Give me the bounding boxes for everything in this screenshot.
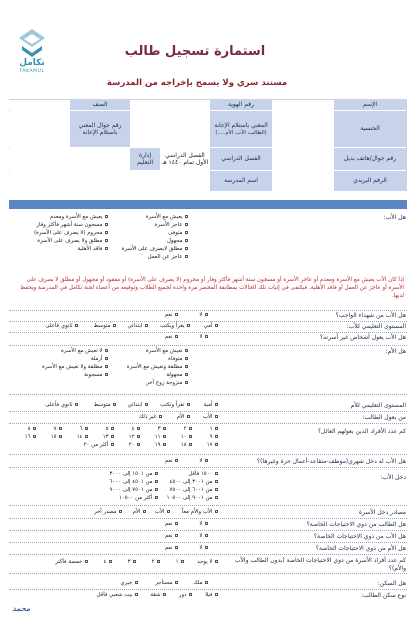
checkbox-icon xyxy=(145,403,149,407)
father-income-question: هل الأب له دخل شهري(موظف-متقاعد-أعمال حرة وغيرها)؟ xyxy=(257,458,406,465)
mother-special-no[interactable]: لا xyxy=(199,545,208,552)
housing-floor[interactable]: دور xyxy=(179,592,192,599)
divider xyxy=(9,573,407,574)
income-yes[interactable]: نعم xyxy=(165,458,178,465)
confidential-notice: مستند سري ولا يسمح بإخراجه من المدرسة xyxy=(106,78,288,88)
count-19[interactable]: ١٩ xyxy=(155,442,166,449)
checkbox-icon xyxy=(135,581,139,585)
father-edu-middle[interactable]: متوسط xyxy=(94,323,116,330)
checkbox-icon xyxy=(137,443,141,447)
count-6[interactable]: ٦ xyxy=(80,426,88,433)
checkbox-icon xyxy=(185,215,189,219)
checkbox-icon xyxy=(105,373,109,377)
mother-edu-primary[interactable]: ابتدائي xyxy=(128,402,148,409)
father-opt-unknown[interactable]: مجهول xyxy=(167,238,188,245)
count-20[interactable]: ٢٠ xyxy=(129,442,140,449)
father-edu-illiterate[interactable]: أمي xyxy=(204,323,218,330)
father-opt-incapable[interactable]: عاجز الأسرة xyxy=(155,222,188,229)
special-count-3[interactable]: ٣ xyxy=(128,559,136,566)
count-16[interactable]: ١٦ xyxy=(25,434,36,441)
checkbox-icon xyxy=(85,427,89,431)
count-5[interactable]: ٥ xyxy=(106,426,114,433)
checkbox-icon xyxy=(189,443,193,447)
checkbox-icon xyxy=(145,324,149,328)
count-9[interactable]: ٩ xyxy=(210,434,218,441)
checkbox-icon xyxy=(137,435,141,439)
checkbox-icon xyxy=(119,510,123,514)
martyr-yes[interactable]: نعم xyxy=(165,312,178,319)
divider xyxy=(9,589,407,590)
divider xyxy=(9,542,407,543)
checkbox-icon xyxy=(187,324,191,328)
checkbox-icon xyxy=(187,403,191,407)
checkbox-icon xyxy=(181,560,185,564)
checkbox-icon xyxy=(215,496,219,500)
mother-opt-unknown[interactable]: مجهولة xyxy=(166,372,188,379)
count-4[interactable]: ٤ xyxy=(132,426,140,433)
divider xyxy=(9,332,407,333)
checkbox-icon xyxy=(111,427,115,431)
mother-edu-reads[interactable]: تقرأ وتكتب xyxy=(160,402,190,409)
mother-edu-question: المستوى التعليمي للأم xyxy=(350,402,406,409)
housing-charity[interactable]: خيري xyxy=(120,580,138,587)
income-no[interactable]: لا xyxy=(199,458,208,465)
father-edu-primary[interactable]: ابتدائي xyxy=(128,323,148,330)
mother-opt-not-lives[interactable]: لا تعيش مع الأسرة xyxy=(61,348,108,355)
school-admin-field[interactable] xyxy=(8,148,130,170)
checkbox-icon xyxy=(105,247,109,251)
name-field[interactable] xyxy=(272,100,334,110)
checkbox-icon xyxy=(215,427,219,431)
support-carer-field[interactable] xyxy=(130,111,210,147)
divider xyxy=(9,394,407,395)
checkbox-icon xyxy=(215,593,219,597)
checkbox-icon xyxy=(205,522,209,526)
count-15[interactable]: ١٥ xyxy=(51,434,62,441)
checkbox-icon xyxy=(175,581,179,585)
checkbox-icon xyxy=(111,443,115,447)
checkbox-icon xyxy=(105,215,109,219)
student-special-no[interactable]: لا xyxy=(199,521,208,528)
divider xyxy=(9,554,407,555)
id-number-label: رقم الهوية xyxy=(210,100,272,110)
checkbox-icon xyxy=(105,365,109,369)
checkbox-icon xyxy=(185,349,189,353)
income-opt-5[interactable]: من ٦٠٠١ إلى ٧٥٠٠ xyxy=(170,487,218,494)
checkbox-icon xyxy=(105,231,109,235)
checkbox-icon xyxy=(143,510,147,514)
checkbox-icon xyxy=(33,427,37,431)
school-admin-label: إدارة التعليم xyxy=(130,148,160,170)
checkbox-icon xyxy=(159,415,163,419)
checkbox-icon xyxy=(189,427,193,431)
checkbox-icon xyxy=(155,480,159,484)
special-count-2[interactable]: ٢ xyxy=(152,559,160,566)
checkbox-icon xyxy=(185,247,189,251)
checkbox-icon xyxy=(175,335,179,339)
housing-type-question: نوع سكن الطالب: xyxy=(360,592,406,599)
checkbox-icon xyxy=(185,239,189,243)
count-17[interactable]: ١٧ xyxy=(207,442,218,449)
special-count-question: كم عدد أفراد الأسرة من ذوي الاحتياجات الخاصة (بدون الطالب والأب والأم)؟ xyxy=(234,557,406,572)
income-opt-3[interactable]: من ٣٠٠١ إلى ٤٥٠٠ xyxy=(170,479,218,486)
divider xyxy=(9,310,407,311)
form-title: استمارة تسجيل طالب xyxy=(124,44,266,59)
checkbox-icon xyxy=(155,488,159,492)
checkbox-icon xyxy=(135,593,139,597)
nationality-field[interactable] xyxy=(272,111,334,147)
mother-opt-divorced-not[interactable]: مطلقة ولا تعيش مع الأسرة xyxy=(42,364,108,371)
student-special-yes[interactable]: نعم xyxy=(165,521,178,528)
semester-label: الفصل الدراسي xyxy=(210,148,272,170)
support-carer-note: (الطالب، الأب، الأم.....) xyxy=(215,129,267,136)
mother-opt-widow[interactable]: أرملة xyxy=(91,356,108,363)
checkbox-icon xyxy=(163,443,167,447)
checkbox-icon xyxy=(205,313,209,317)
special-count-none[interactable]: لا يوجد xyxy=(197,559,218,566)
checkbox-icon xyxy=(215,560,219,564)
source-other[interactable]: مصدر آخر xyxy=(94,509,122,516)
checkbox-icon xyxy=(175,522,179,526)
id-number-field[interactable] xyxy=(130,100,210,110)
grade-label: الصف xyxy=(70,100,130,110)
checkbox-icon xyxy=(205,581,209,585)
father-special-yes[interactable]: نعم xyxy=(165,533,178,540)
checkbox-icon xyxy=(185,255,189,259)
mother-opt-divorced-lives[interactable]: مطلقة وتعيش مع الأسرة xyxy=(127,364,188,371)
special-count-4[interactable]: ٤ xyxy=(104,559,112,566)
housing-owned[interactable]: ملك xyxy=(193,580,208,587)
source-both[interactable]: الأب والأم معاً xyxy=(182,509,218,516)
checkbox-icon xyxy=(185,231,189,235)
mother-edu-middle[interactable]: متوسط xyxy=(94,402,116,409)
divider xyxy=(9,454,407,455)
student-special-question: هل الطالب من ذوي الاحتياجات الخاصة؟ xyxy=(306,521,406,528)
checkbox-icon xyxy=(205,534,209,538)
checkbox-icon xyxy=(163,427,167,431)
housing-question: هل السكن: xyxy=(377,580,406,587)
name-label: الإسم xyxy=(334,100,406,110)
housing-villa[interactable]: فيلا xyxy=(205,592,218,599)
form-header xyxy=(0,0,418,92)
checkbox-icon xyxy=(187,415,191,419)
takamul-logo xyxy=(12,28,52,76)
checkbox-icon xyxy=(215,480,219,484)
checkbox-icon xyxy=(155,496,159,500)
father-special-question: هل الأب من ذوي الاحتياجات الخاصة؟ xyxy=(313,533,406,540)
father-opt-unable-work[interactable]: عاجز عن العمل xyxy=(148,254,188,261)
count-more-20[interactable]: أكثر من ٢٠ xyxy=(84,442,114,449)
semester-value: الفصل الدراسي الأول تمام ١٤٤٠ هـ xyxy=(160,148,210,170)
father-opt-divorced[interactable]: مطلق ولا يصرف على الأسرة xyxy=(37,238,108,245)
checkbox-icon xyxy=(105,349,109,353)
father-opt-lives[interactable]: يعيش مع الأسرة xyxy=(146,214,188,221)
checkbox-icon xyxy=(205,459,209,463)
checkbox-icon xyxy=(155,472,159,476)
housing-rented[interactable]: مستأجر xyxy=(155,580,178,587)
income-opt-8[interactable]: أكثر من ١٠٥٠٠ xyxy=(119,495,158,502)
supports-no[interactable]: لا xyxy=(199,334,208,341)
income-source-question: مصادر دخل الأسرة xyxy=(358,509,406,516)
provider-mother[interactable]: الأم xyxy=(177,414,190,421)
count-2[interactable]: ٢ xyxy=(184,426,192,433)
mother-edu-secondary[interactable]: ثانوي فأعلى xyxy=(45,402,78,409)
checkbox-icon xyxy=(85,435,89,439)
divider xyxy=(9,423,407,424)
father-edu-secondary[interactable]: ثانوي فأعلى xyxy=(45,323,78,330)
checkbox-icon xyxy=(105,239,109,243)
section-divider-bar xyxy=(9,200,407,209)
carer-mobile-label: رقم جوال المعني باستلام الإعانة xyxy=(70,111,130,147)
count-10[interactable]: ١٠ xyxy=(181,434,192,441)
postal-label: الرقم البريدي xyxy=(334,171,406,191)
divider xyxy=(9,467,407,468)
count-18[interactable]: ١٨ xyxy=(181,442,192,449)
checkbox-icon xyxy=(189,435,193,439)
checkbox-icon xyxy=(105,223,109,227)
source-mother[interactable]: الأم xyxy=(133,509,146,516)
housing-traditional[interactable]: بيت شعبي فأقل xyxy=(97,592,138,599)
housing-apartment[interactable]: شقة xyxy=(150,592,166,599)
checkbox-icon xyxy=(175,546,179,550)
checkbox-icon xyxy=(215,324,219,328)
alt-phone-label: رقم جوال/هاتف بديل xyxy=(334,148,406,170)
checkbox-icon xyxy=(111,435,115,439)
mother-opt-remarried[interactable]: متزوجة زوج آخر xyxy=(146,380,188,387)
mother-opt-jailed[interactable]: مسجونة xyxy=(84,372,108,379)
logo-text: تكامل xyxy=(19,58,45,68)
mother-special-yes[interactable]: نعم xyxy=(165,545,178,552)
school-name-field[interactable] xyxy=(8,171,210,191)
checkbox-icon xyxy=(59,435,63,439)
checkbox-icon xyxy=(185,365,189,369)
divider xyxy=(9,411,407,412)
divider xyxy=(9,505,407,506)
checkbox-icon xyxy=(205,546,209,550)
student-info-table xyxy=(9,99,407,191)
support-carer-label xyxy=(210,111,272,147)
father-opt-deceased[interactable]: متوفى xyxy=(168,230,188,237)
divider xyxy=(9,518,407,519)
checkbox-icon xyxy=(75,324,79,328)
mother-special-question: هل الأم من ذوي الاحتياجات الخاصة؟ xyxy=(315,545,406,552)
warning-note: إذا كان الأب يعيش مع الأسرة ومعدم أو عاجز الأسرة أو مسجون ستة أشهر فأكثر وفار أو محروم (لا يصرف على الأسرة) أو مفقود أو مجهول أو مطلق لا يصرف على الأسرة أو عاجز عن العمل أو فاقد الأهلية، فيكتفى في إثبات تلك الحالات بمطابقة المحضر مرة واحدة لجميع الطلاب وتوقيعه من أعضاء لجنة تكامل في المدرسة ويحفظ لديها. xyxy=(20,277,404,300)
count-12[interactable]: ١٢ xyxy=(129,434,140,441)
checkbox-icon xyxy=(215,488,219,492)
special-count-1[interactable]: ١ xyxy=(176,559,184,566)
checkbox-icon xyxy=(185,381,189,385)
divider xyxy=(9,530,407,531)
mother-edu-illiterate[interactable]: أمية xyxy=(204,402,218,409)
count-13[interactable]: ١٣ xyxy=(103,434,114,441)
income-opt-1[interactable]: ١٥٠٠ فأقل xyxy=(188,471,218,478)
grade-field[interactable] xyxy=(8,100,70,110)
signature: محمد xyxy=(12,604,31,613)
father-opt-divorced-2[interactable]: مطلق لايصرف على الأسرة xyxy=(122,246,188,253)
checkbox-icon xyxy=(33,435,37,439)
father-edu-reads[interactable]: يقرأ ويكتب xyxy=(160,323,190,330)
checkbox-icon xyxy=(175,534,179,538)
checkbox-icon xyxy=(109,560,113,564)
logo-mark-icon xyxy=(18,28,46,58)
checkbox-icon xyxy=(215,435,219,439)
checkbox-icon xyxy=(163,593,167,597)
mother-opt-deceased[interactable]: متوفاة xyxy=(168,356,188,363)
income-amount-question: دخل الأب: xyxy=(380,474,406,481)
checkbox-icon xyxy=(59,427,63,431)
provider-question: من يعول الطالب: xyxy=(362,414,406,421)
checkbox-icon xyxy=(157,560,161,564)
provider-other[interactable]: غير ذلك xyxy=(139,414,162,421)
martyr-no[interactable]: لا xyxy=(199,312,208,319)
father-supports-question: هل الأب يعول أشخاص غير أسرته؟ xyxy=(320,334,406,341)
income-opt-4[interactable]: من ٤٥٠١ إلى ٦٠٠٠ xyxy=(110,479,158,486)
source-father[interactable]: الأب xyxy=(155,509,170,516)
income-opt-6[interactable]: من ٧٥٠١ إلى ٩٠٠٠ xyxy=(110,487,158,494)
father-opt-jailed[interactable]: مسجون سنة أشهر فأكثر وفار xyxy=(36,222,108,229)
logo-subtext: TAKAMUL xyxy=(19,69,45,74)
checkbox-icon xyxy=(105,357,109,361)
nationality-label: الجنسية xyxy=(334,111,406,147)
mother-opt-lives[interactable]: تعيش مع الأسرة xyxy=(146,348,188,355)
family-count-question: كم عدد الأفراد الذين يعولهم العائل؟ xyxy=(317,428,406,435)
checkbox-icon xyxy=(215,443,219,447)
checkbox-icon xyxy=(215,472,219,476)
count-11[interactable]: ١١ xyxy=(155,434,166,441)
father-opt-incompetent[interactable]: فاقد الأهلية xyxy=(77,246,108,253)
checkbox-icon xyxy=(113,403,117,407)
checkbox-icon xyxy=(85,560,89,564)
checkbox-icon xyxy=(215,510,219,514)
provider-father[interactable]: الأب xyxy=(203,414,218,421)
postal-field[interactable] xyxy=(272,171,334,191)
count-1[interactable]: ١ xyxy=(210,426,218,433)
carer-mobile-field[interactable] xyxy=(8,111,70,147)
checkbox-icon xyxy=(175,313,179,317)
alt-phone-field[interactable] xyxy=(272,148,334,170)
income-opt-7[interactable]: من ٩٠٠١ إلى ١٠٥٠٠ xyxy=(167,495,218,502)
count-3[interactable]: ٣ xyxy=(158,426,166,433)
count-7[interactable]: ٧ xyxy=(54,426,62,433)
count-8[interactable]: ٨ xyxy=(28,426,36,433)
checkbox-icon xyxy=(175,459,179,463)
checkbox-icon xyxy=(137,427,141,431)
martyr-question: هل الأب من شهداء الواجب؟ xyxy=(335,312,406,319)
checkbox-icon xyxy=(113,324,117,328)
checkbox-icon xyxy=(133,560,137,564)
checkbox-icon xyxy=(167,510,171,514)
support-carer-text: المعني باستلام الإعانة xyxy=(214,122,268,129)
checkbox-icon xyxy=(205,335,209,339)
income-opt-2[interactable]: من ١٥٠١ إلى ٣٠٠٠ xyxy=(110,471,158,478)
checkbox-icon xyxy=(75,403,79,407)
count-14[interactable]: ١٤ xyxy=(77,434,88,441)
mother-status-question: هل الأم: xyxy=(385,348,406,355)
divider xyxy=(9,321,407,322)
father-special-no[interactable]: لا xyxy=(199,533,208,540)
school-name-label: اسم المدرسة xyxy=(210,171,272,191)
father-edu-question: المستوى التعليمي للأب: xyxy=(346,323,406,330)
father-status-question: هل الأب: xyxy=(383,214,406,221)
checkbox-icon xyxy=(163,435,167,439)
checkbox-icon xyxy=(185,223,189,227)
special-count-5plus[interactable]: خمسة فأكثر xyxy=(55,559,88,566)
checkbox-icon xyxy=(215,415,219,419)
divider xyxy=(9,345,407,346)
checkbox-icon xyxy=(215,403,219,407)
checkbox-icon xyxy=(189,593,193,597)
checkbox-icon xyxy=(185,357,189,361)
checkbox-icon xyxy=(185,373,189,377)
father-opt-deprived[interactable]: محروم (لا يصرف على الأسرة) xyxy=(34,230,108,237)
supports-yes[interactable]: نعم xyxy=(165,334,178,341)
father-opt-lives-poor[interactable]: يعيش مع الأسرة ومعدم xyxy=(50,214,108,221)
